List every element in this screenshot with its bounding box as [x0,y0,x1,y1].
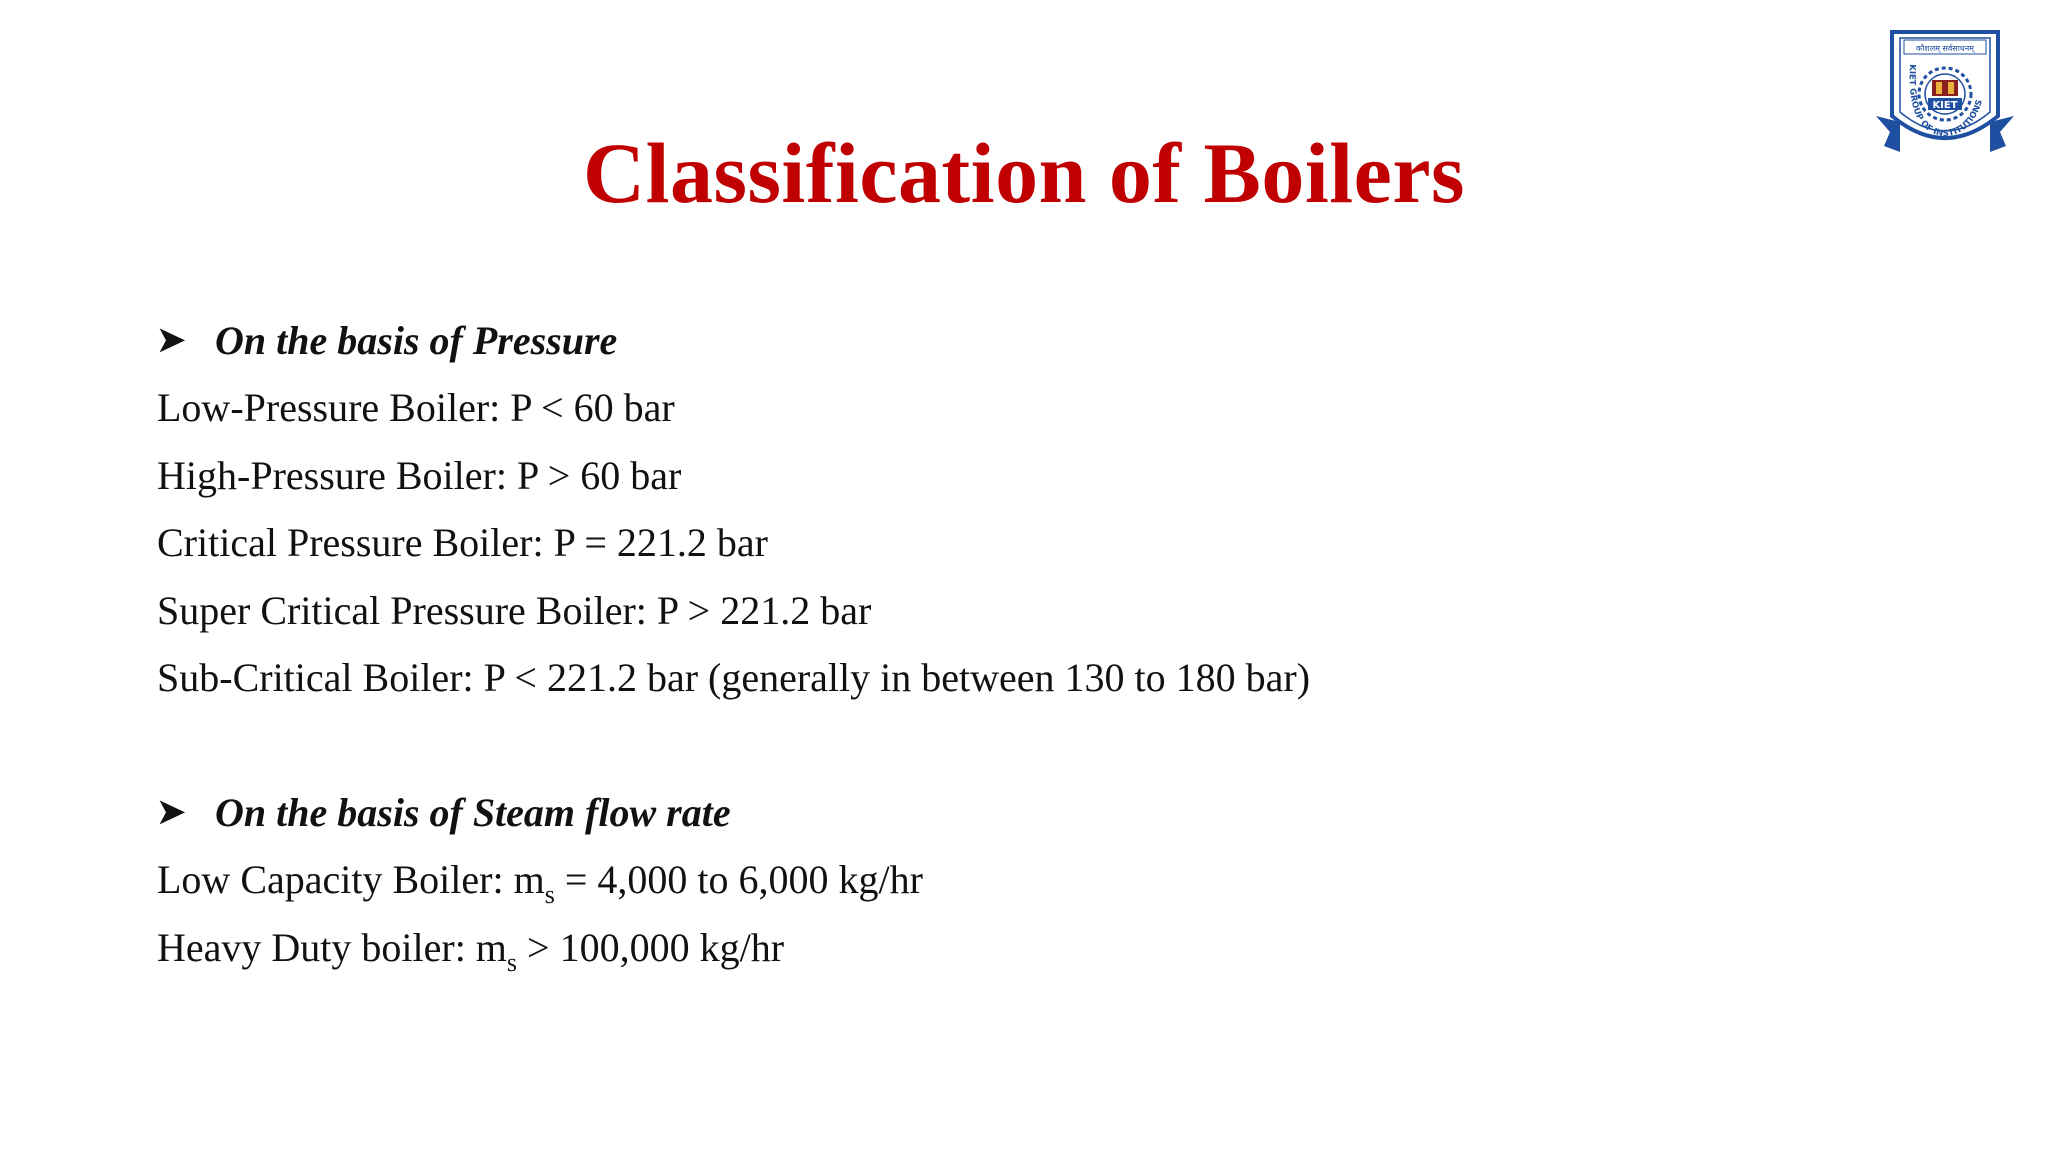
subscript: s [544,880,555,909]
logo-kiet-text: KIET [1932,100,1958,111]
logo-ring-text: KIET GROUP OF INSTITUTIONS [1906,64,1986,140]
list-item: Super Critical Pressure Boiler: P > 221.2 bar [157,587,872,633]
subscript: s [506,947,518,977]
list-item [157,846,923,914]
section-pressure [157,306,1310,712]
list-item [157,914,923,982]
arrowhead-bullet-icon: ➤ [157,794,186,831]
arrowhead-bullet-icon: ➤ [157,322,186,359]
section-heading [157,306,1310,374]
list-item: Critical Pressure Boiler: P = 221.2 bar [157,520,768,565]
line-text: = 4,000 to 6,000 kg/hr [554,857,923,902]
section-steam-flow [157,778,923,981]
list-item: Low-Pressure Boiler: P < 60 bar [157,385,675,430]
heading-text: On the basis of Steam flow rate [215,789,731,835]
line-text: > 100,000 kg/hr [517,924,785,970]
logo-motto: कौशलम् सर्वसाधनम् [1916,44,1974,53]
list-item: High-Pressure Boiler: P > 60 bar [157,452,682,498]
line-text: Heavy Duty boiler: m [157,924,507,970]
slide-title: Classification of Boilers [583,125,1465,221]
heading-text: On the basis of Pressure [215,317,618,363]
list-item: Sub-Critical Boiler: P < 221.2 bar (generally in between 130 to 180 bar) [157,655,1311,700]
section-heading [157,778,923,846]
kiet-logo [1870,24,2020,164]
line-text: Low Capacity Boiler: m [157,857,545,902]
